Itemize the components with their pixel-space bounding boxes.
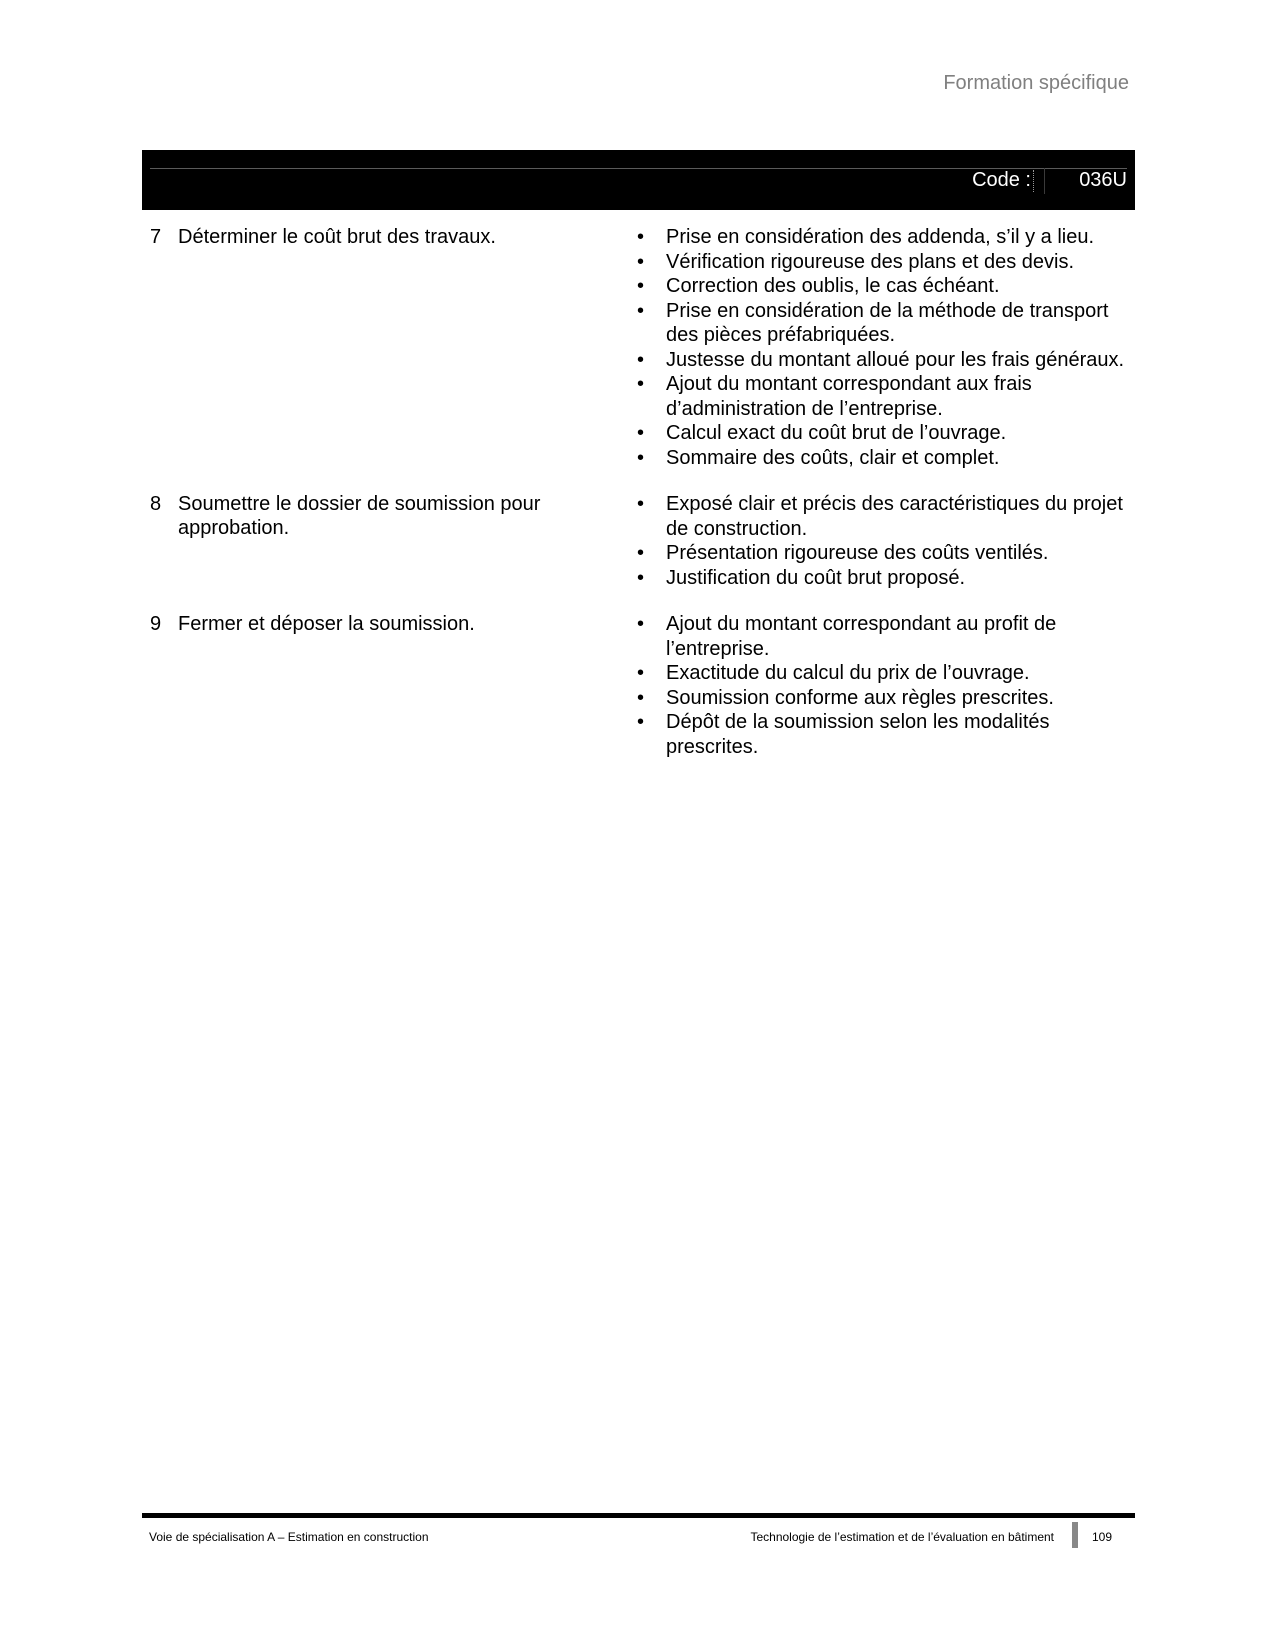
criteria-text: Dépôt de la soumission selon les modalités prescrites. <box>666 711 1050 758</box>
criteria-list-item <box>632 250 1135 275</box>
criteria-text: Soumission conforme aux règles prescrites. <box>666 686 1054 709</box>
bullet-icon: • <box>637 542 645 564</box>
criteria-list <box>632 225 1135 470</box>
task-cell <box>142 492 632 590</box>
code-separator <box>1033 170 1035 192</box>
criteria-text: Exposé clair et précis des caractéristiques du projet de construction. <box>666 493 1123 540</box>
criteria-text: Justesse du montant alloué pour les frais généraux. <box>666 348 1125 371</box>
criteria-cell <box>632 612 1135 759</box>
code-label: Code : <box>972 169 1031 191</box>
bullet-icon: • <box>637 613 645 635</box>
code-banner <box>142 150 1135 210</box>
task-text: Soumettre le dossier de soumission pour approbation. <box>178 493 541 539</box>
criteria-list <box>632 492 1135 590</box>
criteria-row <box>142 612 1135 759</box>
criteria-cell <box>632 225 1135 470</box>
criteria-list-item <box>632 661 1135 686</box>
bullet-icon: • <box>637 446 645 469</box>
bullet-icon: • <box>637 422 645 444</box>
bullet-icon: • <box>637 711 645 733</box>
footer-right-text: Technologie de l’estimation et de l’évaluation en bâtiment <box>750 1530 1054 1544</box>
criteria-text: Ajout du montant correspondant aux frais d’administration de l’entreprise. <box>666 373 1032 420</box>
criteria-text: Correction des oublis, le cas échéant. <box>666 275 1000 297</box>
footer-left-text: Voie de spécialisation A – Estimation en construction <box>149 1530 429 1544</box>
bullet-icon: • <box>637 348 645 371</box>
criteria-list-item <box>632 566 1135 591</box>
criteria-text: Sommaire des coûts, clair et complet. <box>666 446 1000 469</box>
criteria-text: Calcul exact du coût brut de l’ouvrage. <box>666 422 1007 444</box>
bullet-icon: • <box>637 493 645 515</box>
criteria-row <box>142 492 1135 590</box>
criteria-text: Justification du coût brut proposé. <box>666 566 966 589</box>
task-number: 7 <box>150 226 162 248</box>
task-number: 9 <box>150 613 162 635</box>
bullet-icon: • <box>637 299 645 322</box>
bullet-icon: • <box>637 373 645 395</box>
page-header-title: Formation spécifique <box>943 72 1129 94</box>
bullet-icon: • <box>637 686 645 709</box>
criteria-list-item <box>632 274 1135 299</box>
criteria-list-item <box>632 372 1135 421</box>
criteria-list-item <box>632 612 1135 661</box>
criteria-list-item <box>632 710 1135 759</box>
bullet-icon: • <box>637 226 645 248</box>
criteria-cell <box>632 492 1135 590</box>
bullet-icon: • <box>637 250 645 273</box>
criteria-list-item <box>632 541 1135 566</box>
task-cell <box>142 612 632 759</box>
criteria-text: Ajout du montant correspondant au profit de l’entreprise. <box>666 613 1057 660</box>
criteria-table <box>142 225 1135 759</box>
criteria-text: Prise en considération de la méthode de transport des pièces préfabriquées. <box>666 299 1109 346</box>
criteria-list-item <box>632 348 1135 373</box>
criteria-list-item <box>632 421 1135 446</box>
criteria-text: Prise en considération des addenda, s’il y a lieu. <box>666 226 1095 248</box>
footer-rule <box>142 1513 1135 1518</box>
bullet-icon: • <box>637 275 645 297</box>
bullet-icon: • <box>637 566 645 589</box>
criteria-list-item <box>632 686 1135 711</box>
criteria-list-item <box>632 299 1135 348</box>
criteria-list <box>632 612 1135 759</box>
criteria-text: Vérification rigoureuse des plans et des devis. <box>666 250 1075 273</box>
page-number: 109 <box>1092 1530 1113 1544</box>
criteria-list-item <box>632 225 1135 250</box>
task-number: 8 <box>150 493 162 515</box>
criteria-text: Présentation rigoureuse des coûts ventilés. <box>666 542 1049 564</box>
task-text: Fermer et déposer la soumission. <box>178 613 475 635</box>
criteria-row <box>142 225 1135 470</box>
task-cell <box>142 225 632 470</box>
criteria-list-item <box>632 492 1135 541</box>
code-value: 036U <box>1079 169 1127 191</box>
criteria-list-item <box>632 446 1135 471</box>
bullet-icon: • <box>637 662 645 684</box>
criteria-text: Exactitude du calcul du prix de l’ouvrage. <box>666 662 1030 684</box>
task-text: Déterminer le coût brut des travaux. <box>178 226 496 248</box>
footer-separator-bar <box>1072 1522 1078 1548</box>
